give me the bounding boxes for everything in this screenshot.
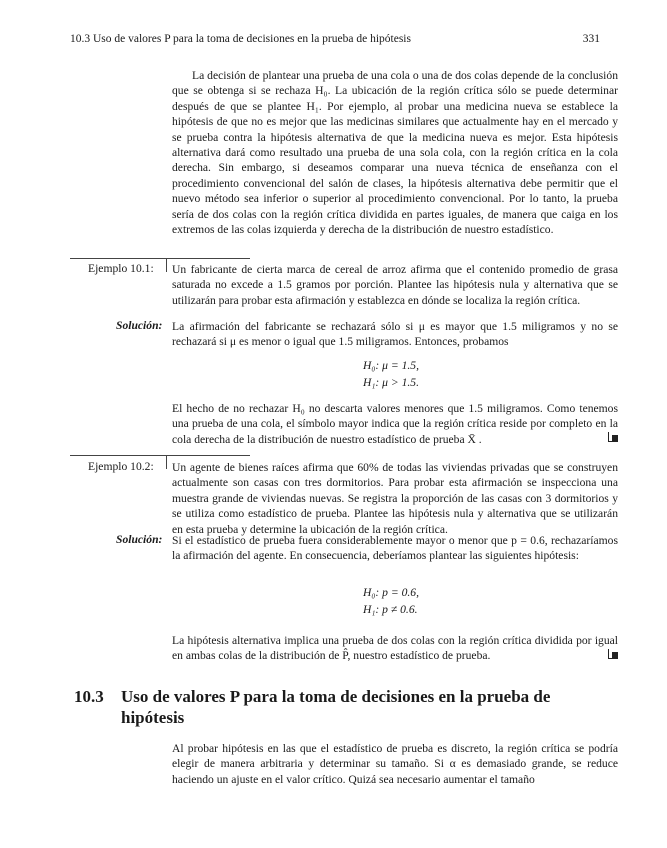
example-label-bar bbox=[166, 455, 167, 469]
alternative-hypothesis: H₁: μ > 1.5. bbox=[363, 376, 419, 389]
alternative-hypothesis: H₁: p ≠ 0.6. bbox=[363, 603, 418, 616]
example-label: Ejemplo 10.1: bbox=[88, 262, 154, 275]
solution-conclusion: La hipótesis alternativa implica una prueba de dos colas con la región crítica dividida por igual en ambas colas de la distribución de P̂, nuestro estadístico de prueba. bbox=[172, 634, 618, 663]
example-label: Ejemplo 10.2: bbox=[88, 460, 154, 473]
section-paragraph: Al probar hipótesis en las que el estadístico de prueba es discreto, la región crítica se podría elegir de manera arbitraria y determinar su tamaño. Si α es demasiado grande, se reduce haciendo un ajuste en el valor crítico. Quizá sea necesario aumentar el tamaño bbox=[172, 742, 618, 786]
end-of-proof-icon bbox=[608, 432, 618, 442]
example-label-bar bbox=[166, 258, 167, 272]
solution-text: Si el estadístico de prueba fuera considerablemente mayor o menor que p = 0.6, rechazaríamos la afirmación del agente. En consecuencia, deberíamos plantear las siguientes hipótesis: bbox=[172, 534, 618, 563]
null-hypothesis: H₀: p = 0.6, bbox=[363, 586, 419, 599]
page-number: 331 bbox=[582, 33, 600, 45]
intro-paragraph: La decisión de plantear una prueba de una cola o una de dos colas depende de la conclusión que se obtenga si se rechaza H₀. La ubicación de la región crítica sólo se puede determinar después de que se plantee H₁. Por ejemplo, al probar una medicina nueva se establece la hipótesis de que no es mejor que las medicinas similares que actualmente hay en el mercado y se prueba contra la hipótesis alternativa de que la medicina nueva es mejor. Esta hipótesis alternativa dará como resultado una prueba de una sola cola, con la región crítica en la cola derecha. Sin embargo, si deseamos comparar una nueva técnica de enseñanza con el procedimiento convencional del salón de clases, la hipótesis alternativa debe permitir que el nuevo método sea inferior o superior al procedimiento convencional. Por lo tanto, la prueba sería de dos colas con la región crítica dividida en partes iguales, de manera que caiga en los extremos de las colas izquierda y derecha de la distribución de nuestro estadístico. bbox=[172, 69, 618, 237]
example-statement: Un agente de bienes raíces afirma que 60% de todas las viviendas privadas que se construyen actualmente son casas con tres dormitorios. Para probar esta afirmación se inspecciona una muestra grande de viviendas nuevas. Se registra la proporción de las casas con 3 dormitorios y se utiliza como estadístico de prueba. Plantee las hipótesis nula y alternativa que se utilizarán en esta prueba y determine la ubicación de la región crítica. bbox=[172, 461, 618, 536]
section-title: Uso de valores P para la toma de decisiones en la prueba de hipótesis bbox=[121, 687, 551, 727]
example-rule bbox=[70, 455, 250, 456]
section-number: 10.3 bbox=[74, 687, 104, 706]
example-rule bbox=[70, 258, 250, 259]
solution-label: Solución: bbox=[116, 319, 163, 332]
end-of-proof-icon bbox=[608, 649, 618, 659]
solution-text: La afirmación del fabricante se rechazará sólo si μ es mayor que 1.5 miligramos y no se rechazará si μ es menor o igual que 1.5 miligramos. Entonces, probamos bbox=[172, 320, 618, 349]
solution-label: Solución: bbox=[116, 533, 163, 546]
solution-conclusion: El hecho de no rechazar H₀ no descarta valores menores que 1.5 miligramos. Como tenemos una prueba de una cola, el símbolo mayor indica que la región crítica reside por completo en la cola derecha de la distribución de nuestro estadístico de prueba X̄ . bbox=[172, 402, 618, 446]
example-statement: Un fabricante de cierta marca de cereal de arroz afirma que el contenido promedio de grasa saturada no excede a 1.5 gramos por porción. Plantee las hipótesis nula y alternativa que se utilizarán para probar esta afirmación y establezca en dónde se localiza la región crítica. bbox=[172, 263, 618, 307]
null-hypothesis: H₀: μ = 1.5, bbox=[363, 359, 419, 372]
running-header bbox=[70, 33, 600, 49]
running-header-section: 10.3 Uso de valores P para la toma de decisiones en la prueba de hipótesis bbox=[70, 33, 411, 45]
